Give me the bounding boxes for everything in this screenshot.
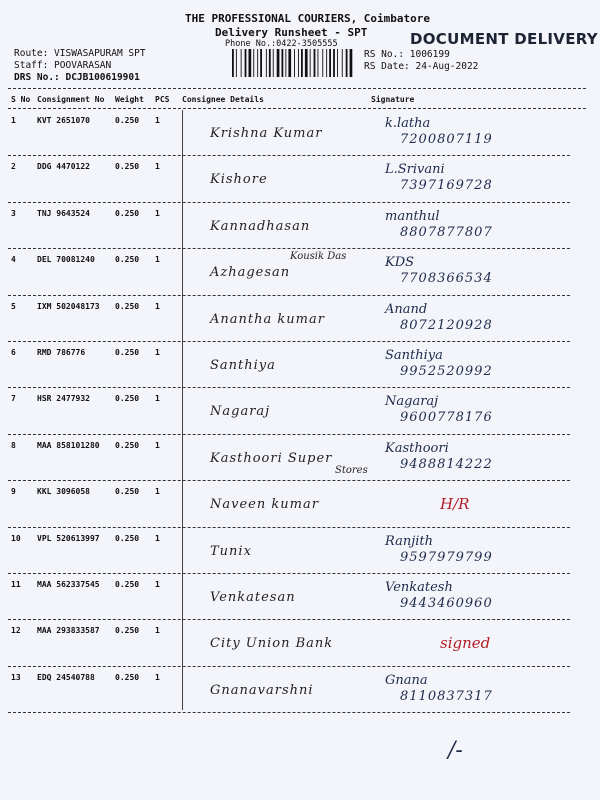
barcode	[232, 49, 356, 77]
row-divider	[8, 573, 570, 574]
row-weight: 0.250	[115, 487, 140, 497]
barcode-bar	[322, 49, 323, 77]
row-sno: 2	[11, 162, 16, 172]
barcode-bar	[273, 49, 274, 77]
row-divider	[8, 712, 570, 713]
row-signature-name: signed	[440, 634, 491, 653]
row-consignment-no: IXM 502048173	[37, 301, 100, 311]
row-pcs: 1	[155, 208, 160, 218]
company-title: THE PROFESSIONAL COURIERS, Coimbatore	[185, 12, 431, 25]
row-sno: 13	[11, 672, 21, 682]
barcode-bar	[260, 49, 262, 77]
row-signature-phone: 8072120928	[400, 317, 493, 333]
row-weight: 0.250	[115, 672, 140, 682]
barcode-bar	[342, 49, 343, 77]
row-signature-phone: 8807877807	[400, 224, 493, 240]
barcode-bar	[288, 49, 291, 77]
barcode-bar	[337, 49, 338, 77]
barcode-bar	[350, 49, 353, 77]
document-delivery-stamp: DOCUMENT DELIVERY	[410, 30, 598, 48]
row-pcs: 1	[155, 301, 160, 311]
row-weight: 0.250	[115, 440, 140, 450]
barcode-bar	[285, 49, 286, 77]
row-weight: 0.250	[115, 208, 140, 218]
barcode-bar	[298, 49, 299, 77]
row-divider	[8, 341, 570, 342]
row-weight: 0.250	[115, 580, 140, 589]
row-consignment-no: VPL 520613997	[37, 533, 100, 543]
barcode-bar	[326, 49, 327, 77]
row-pcs: 1	[155, 626, 160, 636]
row-divider	[8, 619, 570, 620]
row-signature-phone: 7708366534	[400, 271, 493, 287]
barcode-bar	[241, 49, 242, 77]
row-divider	[8, 434, 570, 435]
row-sno: 7	[11, 394, 16, 404]
row-sno: 4	[11, 255, 16, 265]
row-consignee: Naveen kumar	[210, 497, 319, 513]
row-signature-phone: 9597979799	[400, 549, 493, 565]
row-consignee: Gnanavarshni	[210, 682, 314, 698]
row-signature-phone: 7397169728	[400, 178, 493, 194]
column-weight: Weight	[115, 95, 144, 104]
row-signature-name: Venkatesh	[385, 580, 453, 595]
row-weight: 0.250	[115, 533, 140, 543]
rs-number: RS No.: 1006199	[364, 49, 450, 60]
row-consignee: Kasthoori Super	[210, 450, 333, 466]
row-consignee-note: Stores	[335, 464, 368, 476]
row-weight: 0.250	[115, 255, 140, 265]
row-sno: 12	[11, 626, 21, 636]
row-signature-name: Nagaraj	[385, 394, 439, 410]
row-consignee: Santhiya	[210, 358, 276, 373]
barcode-bar	[318, 49, 319, 77]
barcode-bar	[249, 49, 252, 77]
row-pcs: 1	[155, 533, 160, 543]
barcode-bar	[277, 49, 280, 77]
row-pcs: 1	[155, 162, 160, 172]
row-pcs: 1	[155, 487, 160, 497]
row-weight: 0.250	[115, 626, 140, 636]
row-consignment-no: MAA 858101280	[37, 440, 100, 450]
column-consignment: Consignment No	[37, 95, 105, 104]
row-consignment-no: KVT 2651070	[37, 116, 90, 125]
row-divider	[8, 387, 570, 388]
row-signature-name: k.latha	[385, 116, 431, 131]
row-consignment-no: MAA 293833587	[37, 626, 100, 636]
row-signature-name: Gnana	[385, 672, 428, 688]
barcode-bar	[329, 49, 331, 77]
rs-date: RS Date: 24-Aug-2022	[364, 61, 479, 72]
column-pcs: PCS	[155, 95, 170, 104]
row-divider	[8, 295, 570, 296]
row-weight: 0.250	[115, 394, 140, 404]
row-consignee: City Union Bank	[210, 636, 334, 652]
row-divider	[8, 202, 570, 203]
row-signature-phone: 7200807119	[400, 132, 493, 147]
row-consignment-no: EDQ 24540788	[37, 672, 95, 682]
row-pcs: 1	[155, 672, 160, 682]
row-signature-name: Santhiya	[385, 348, 443, 363]
row-consignment-no: RMD 786776	[37, 348, 86, 357]
footer-mark: /-	[448, 738, 463, 763]
row-consignment-no: DEL 70081240	[37, 255, 95, 265]
row-sno: 11	[11, 580, 21, 589]
row-pcs: 1	[155, 394, 160, 404]
row-sno: 5	[11, 301, 16, 311]
drs-number: DRS No.: DCJB100619901	[14, 72, 140, 83]
row-consignee: Krishna Kumar	[210, 126, 323, 141]
barcode-bar	[269, 49, 271, 77]
row-consignment-no: MAA 562337545	[37, 580, 100, 589]
row-consignment-no: KKL 3096058	[37, 487, 90, 497]
barcode-bar	[266, 49, 267, 77]
barcode-bar	[245, 49, 247, 77]
column-sno: S No	[11, 95, 31, 104]
row-signature-name: L.Srivani	[385, 162, 445, 178]
row-consignee: Tunix	[210, 543, 252, 559]
barcode-bar	[333, 49, 335, 77]
runsheet-title: Delivery Runsheet - SPT	[215, 26, 368, 39]
row-consignee-note: Kousik Das	[290, 251, 347, 263]
row-divider	[8, 155, 570, 156]
row-sno: 8	[11, 440, 16, 450]
row-signature-name: KDS	[385, 255, 415, 271]
barcode-bar	[282, 49, 284, 77]
header-divider-top	[8, 88, 586, 89]
barcode-bar	[294, 49, 295, 77]
barcode-bar	[301, 49, 303, 77]
row-divider	[8, 666, 570, 667]
barcode-bar	[232, 49, 234, 77]
row-weight: 0.250	[115, 162, 140, 172]
header-divider-bottom	[8, 108, 586, 109]
row-signature-phone: 9488814222	[400, 456, 493, 472]
row-sno: 3	[11, 208, 16, 218]
row-consignment-no: HSR 2477932	[37, 394, 90, 404]
row-consignee: Kannadhasan	[210, 218, 311, 234]
row-sno: 1	[11, 116, 16, 125]
row-signature-phone: 9600778176	[400, 410, 493, 426]
row-signature-phone: 9443460960	[400, 596, 493, 611]
barcode-bar	[310, 49, 311, 77]
row-pcs: 1	[155, 580, 160, 589]
row-signature-phone: 8110837317	[400, 688, 493, 704]
row-consignee: Azhagesan	[210, 265, 291, 281]
row-pcs: 1	[155, 348, 160, 357]
row-divider	[8, 480, 570, 481]
row-consignee: Nagaraj	[210, 404, 271, 420]
row-sno: 10	[11, 533, 21, 543]
column-consignee: Consignee Details	[182, 95, 264, 104]
row-signature-name: manthul	[385, 208, 440, 224]
row-signature-name: Kasthoori	[385, 440, 449, 456]
barcode-bar	[236, 49, 237, 77]
barcode-bar	[257, 49, 258, 77]
route: Route: VISWASAPURAM SPT	[14, 48, 146, 59]
barcode-bar	[346, 49, 348, 77]
row-pcs: 1	[155, 116, 160, 125]
staff: Staff: POOVARASAN	[14, 60, 112, 71]
row-divider	[8, 527, 570, 528]
phone-number: Phone No.:0422-3505555	[225, 39, 338, 49]
row-weight: 0.250	[115, 301, 140, 311]
row-weight: 0.250	[115, 348, 140, 357]
row-sno: 6	[11, 348, 16, 357]
row-consignment-no: DDG 4470122	[37, 162, 90, 172]
row-signature-phone: 9952520992	[400, 364, 493, 379]
row-consignee: Kishore	[210, 172, 268, 188]
column-signature: Signature	[371, 95, 415, 104]
barcode-bar	[253, 49, 254, 77]
row-pcs: 1	[155, 255, 160, 265]
row-signature-name: Anand	[385, 301, 428, 317]
row-divider	[8, 248, 570, 249]
row-signature-name: Ranjith	[385, 533, 433, 549]
barcode-bar	[305, 49, 308, 77]
row-consignment-no: TNJ 9643524	[37, 208, 90, 218]
row-weight: 0.250	[115, 116, 140, 125]
row-pcs: 1	[155, 440, 160, 450]
barcode-bar	[314, 49, 316, 77]
row-consignee: Venkatesan	[210, 590, 296, 605]
row-consignee: Anantha kumar	[210, 311, 325, 327]
row-signature-name: H/R	[440, 495, 470, 514]
row-sno: 9	[11, 487, 16, 497]
